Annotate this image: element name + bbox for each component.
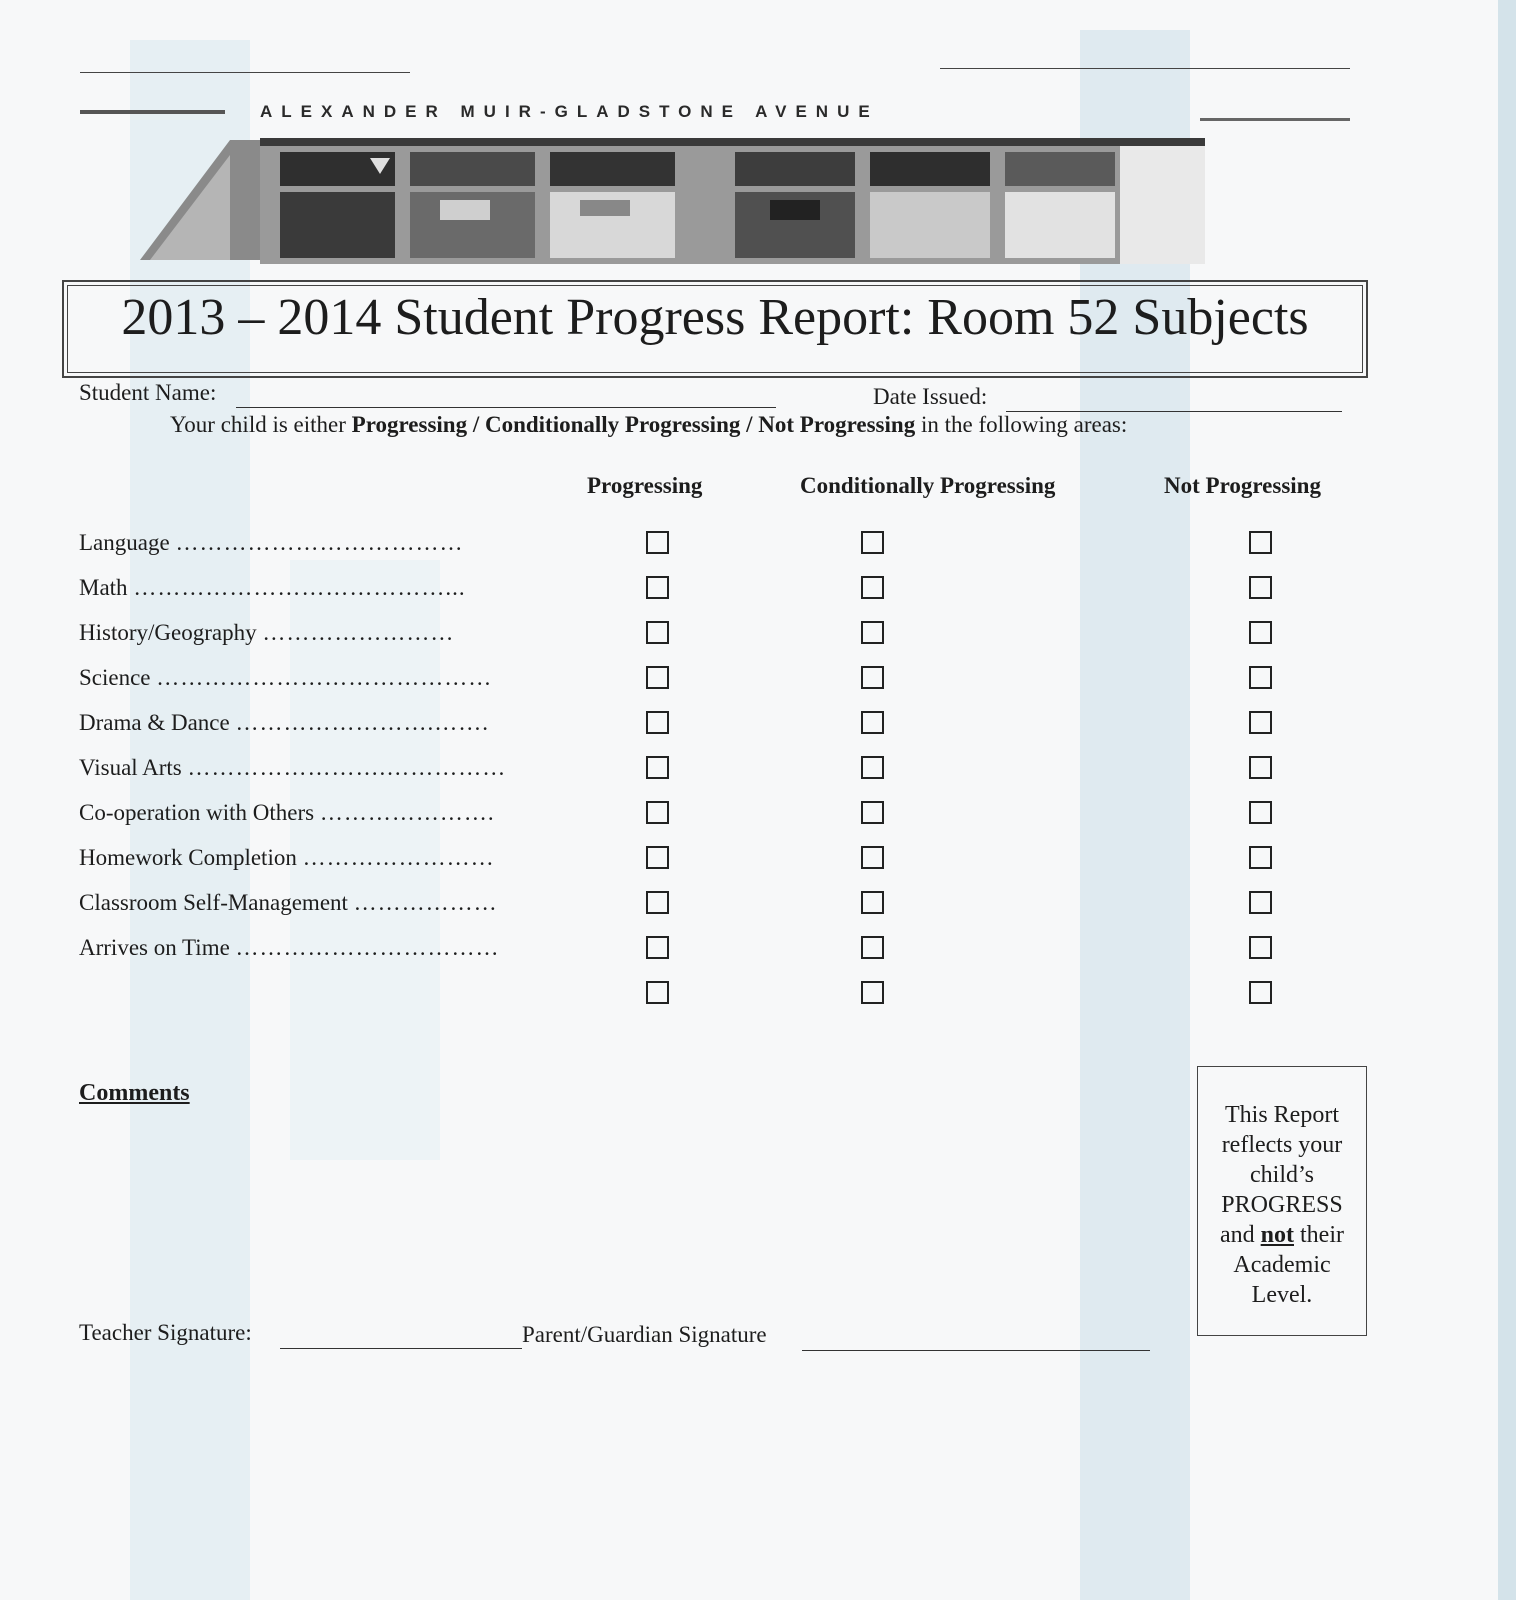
intro-after: in the following areas: <box>915 412 1128 437</box>
subject-label <box>79 755 506 781</box>
note-line: Academic <box>1233 1252 1331 1278</box>
note-their: their <box>1294 1222 1344 1248</box>
note-and: and <box>1220 1222 1261 1248</box>
checkbox-progressing[interactable] <box>646 981 669 1004</box>
checkbox-not-progressing[interactable] <box>1249 711 1272 734</box>
checkbox-not-progressing[interactable] <box>1249 936 1272 959</box>
checkbox-not-progressing[interactable] <box>1249 531 1272 554</box>
subject-leader-dots: …………………………… <box>235 935 500 960</box>
checkbox-conditionally-progressing[interactable] <box>861 666 884 689</box>
teacher-signature-field[interactable] <box>280 1348 522 1349</box>
school-banner-photo <box>80 100 1350 268</box>
subject-leader-dots: …………………. <box>319 800 495 825</box>
checkbox-conditionally-progressing[interactable] <box>861 891 884 914</box>
subject-leader-dots: …………………… <box>302 845 495 870</box>
subject-name: Math <box>79 575 128 600</box>
progress-note-box <box>1197 1066 1367 1336</box>
student-name-field[interactable] <box>236 407 776 408</box>
date-issued-label: Date Issued: <box>873 384 988 409</box>
note-line: Level. <box>1251 1282 1313 1308</box>
parent-signature-field[interactable] <box>802 1350 1150 1351</box>
subject-label <box>79 665 492 691</box>
checkbox-conditionally-progressing[interactable] <box>861 756 884 779</box>
subject-name: Drama & Dance <box>79 710 230 735</box>
subject-leader-dots: ……………………………… <box>175 530 464 555</box>
scan-edge <box>1498 0 1516 1600</box>
comments-heading: Comments <box>79 1080 190 1106</box>
intro-sentence <box>170 412 1127 438</box>
note-line: PROGRESS <box>1221 1192 1343 1218</box>
note-line-not <box>1198 1220 1366 1250</box>
subject-label <box>79 530 463 556</box>
intro-before: Your child is either <box>170 412 352 437</box>
checkbox-not-progressing[interactable] <box>1249 666 1272 689</box>
school-building-image <box>80 100 1350 268</box>
checkbox-progressing[interactable] <box>646 846 669 869</box>
note-line: This Report <box>1225 1102 1339 1128</box>
subject-name: Classroom Self-Management <box>79 890 348 915</box>
column-header-progressing: Progressing <box>587 473 703 498</box>
top-rule-left <box>80 72 410 73</box>
checkbox-progressing[interactable] <box>646 531 669 554</box>
intro-statuses: Progressing / Conditionally Progressing / Not Progressing <box>351 412 916 437</box>
subject-leader-dots: …………………….…………… <box>187 755 507 780</box>
teacher-signature-label: Teacher Signature: <box>79 1320 252 1345</box>
subject-name: Arrives on Time <box>79 935 230 960</box>
student-name-label: Student Name: <box>79 380 217 405</box>
report-title: 2013 – 2014 Student Progress Report: Room 52 Subjects <box>121 289 1309 346</box>
checkbox-not-progressing[interactable] <box>1249 756 1272 779</box>
checkbox-not-progressing[interactable] <box>1249 981 1272 1004</box>
checkbox-progressing[interactable] <box>646 711 669 734</box>
subject-name: Visual Arts <box>79 755 182 780</box>
note-line: reflects your <box>1221 1132 1343 1158</box>
column-header-conditionally-progressing: Conditionally Progressing <box>800 473 1056 498</box>
subject-name: History/Geography <box>79 620 257 645</box>
top-rule-right <box>940 68 1350 69</box>
checkbox-not-progressing[interactable] <box>1249 576 1272 599</box>
checkbox-progressing[interactable] <box>646 936 669 959</box>
checkbox-not-progressing[interactable] <box>1249 621 1272 644</box>
subject-label <box>79 620 454 646</box>
subject-name: Co-operation with Others <box>79 800 315 825</box>
subject-label <box>79 710 489 736</box>
subject-name: Science <box>79 665 151 690</box>
note-line: child’s <box>1250 1162 1314 1188</box>
checkbox-conditionally-progressing[interactable] <box>861 576 884 599</box>
checkbox-not-progressing[interactable] <box>1249 846 1272 869</box>
checkbox-conditionally-progressing[interactable] <box>861 846 884 869</box>
subject-leader-dots: …………………….……. <box>235 710 489 735</box>
subject-leader-dots: …………………… <box>262 620 455 645</box>
checkbox-conditionally-progressing[interactable] <box>861 711 884 734</box>
checkbox-conditionally-progressing[interactable] <box>861 531 884 554</box>
subject-label <box>79 800 495 826</box>
checkbox-not-progressing[interactable] <box>1249 891 1272 914</box>
subject-leader-dots: …………………………………… <box>156 665 493 690</box>
column-header-not-progressing: Not Progressing <box>1164 473 1321 498</box>
checkbox-conditionally-progressing[interactable] <box>861 981 884 1004</box>
checkbox-conditionally-progressing[interactable] <box>861 801 884 824</box>
parent-signature-label: Parent/Guardian Signature <box>522 1322 767 1347</box>
checkbox-progressing[interactable] <box>646 756 669 779</box>
title-box <box>62 280 1368 378</box>
checkbox-progressing[interactable] <box>646 666 669 689</box>
comments-area[interactable] <box>79 1115 1159 1305</box>
subject-label <box>79 935 500 961</box>
subject-label <box>79 575 466 601</box>
subject-leader-dots: …………………………………... <box>133 575 466 600</box>
checkbox-progressing[interactable] <box>646 576 669 599</box>
subject-label <box>79 890 498 916</box>
subject-name: Homework Completion <box>79 845 297 870</box>
checkbox-conditionally-progressing[interactable] <box>861 936 884 959</box>
subject-label <box>79 845 495 871</box>
subject-name: Language <box>79 530 170 555</box>
checkbox-progressing[interactable] <box>646 801 669 824</box>
note-not-emphasis: not <box>1260 1222 1294 1248</box>
subject-leader-dots: ……………… <box>353 890 498 915</box>
school-name: ALEXANDER MUIR-GLADSTONE AVENUE <box>260 102 879 121</box>
checkbox-not-progressing[interactable] <box>1249 801 1272 824</box>
checkbox-conditionally-progressing[interactable] <box>861 621 884 644</box>
checkbox-progressing[interactable] <box>646 621 669 644</box>
checkbox-progressing[interactable] <box>646 891 669 914</box>
